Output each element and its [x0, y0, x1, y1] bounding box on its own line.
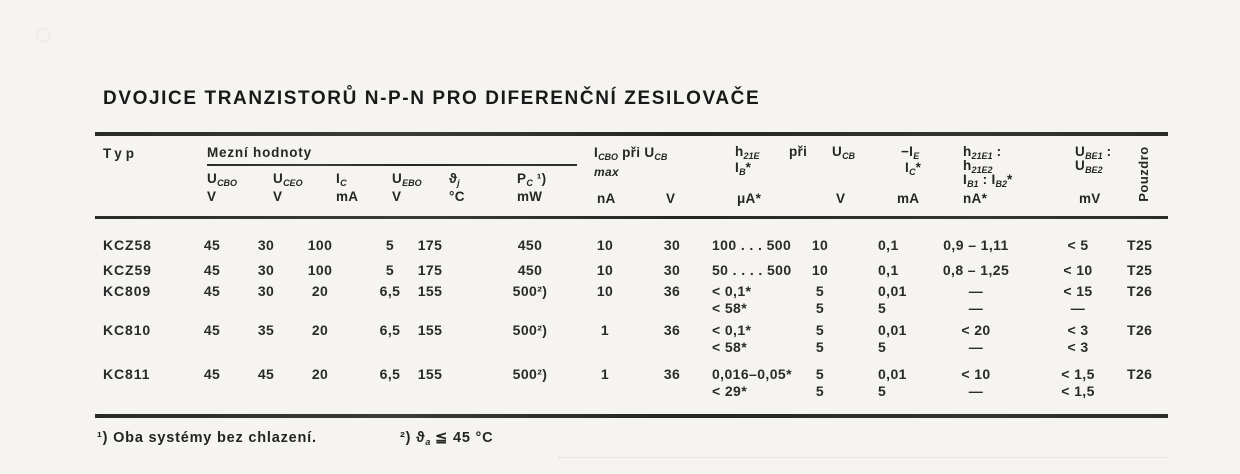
col-header-ie-ic: $I_C*$ — [905, 160, 922, 177]
cell-icbo-na: 1 — [600, 366, 610, 382]
col-header-ic: $I_C$ — [336, 171, 347, 188]
cell-ube: < 5 — [1067, 237, 1089, 253]
table-bottom-rule — [95, 414, 1168, 418]
cell-icbo-v: 36 — [663, 322, 681, 338]
page-title: DVOJICE TRANZISTORŮ N-P-N PRO DIFERENČNÍ ZESILOVAČE — [103, 88, 761, 109]
col-unit-icbo-na: nA — [597, 191, 616, 206]
cell-ucb-v: 10 — [811, 262, 829, 278]
cell-pouzdro: T26 — [1127, 322, 1153, 338]
footnote-1: ¹) Oba systémy bez chlazení. — [97, 430, 317, 446]
cell-pc: 450 — [517, 237, 543, 253]
cell-ic: 100 — [307, 237, 333, 253]
cell-ic: 20 — [311, 366, 329, 382]
col-header-ratio-line1: $h_{21E1}$ : — [963, 144, 1002, 161]
cell-icbo-na: 1 — [600, 322, 610, 338]
cell-ratio-line2: — — [968, 339, 984, 355]
header-bottom-rule — [95, 216, 1168, 219]
cell-ucbo: 45 — [203, 322, 221, 338]
col-unit-h21e-v: V — [836, 191, 846, 206]
cell-ucb-v-line2: 5 — [815, 383, 825, 399]
cell-h21e: 50 . . . . 500 — [712, 262, 792, 278]
cell-ucbo: 45 — [203, 237, 221, 253]
cell-ie-line2: 5 — [878, 339, 887, 355]
cell-icbo-na: 10 — [596, 283, 614, 299]
cell-ucb-v: 5 — [815, 366, 825, 382]
cell-ie: 0,01 — [878, 283, 907, 299]
cell-ie: 0,1 — [878, 237, 899, 253]
cell-h21e: < 0,1* — [712, 283, 752, 299]
cell-uebo: 5 — [385, 262, 395, 278]
mezni-hodnoty-underline — [207, 164, 577, 166]
cell-ube: < 3 — [1067, 322, 1089, 338]
col-unit-pc: mW — [517, 189, 543, 204]
col-unit-uceo: V — [273, 189, 283, 204]
cell-h21e: < 0,1* — [712, 322, 752, 338]
col-header-ucbo: $U_{CBO}$ — [207, 171, 238, 188]
cell-pc: 500²) — [512, 322, 548, 338]
cell-uebo: 6,5 — [379, 283, 401, 299]
cell-ucbo: 45 — [203, 366, 221, 382]
cell-ratio: — — [968, 283, 984, 299]
cell-uebo: 5 — [385, 237, 395, 253]
cell-thetaj: 175 — [417, 262, 443, 278]
col-header-h21e-ib: $I_B*$ — [735, 160, 752, 177]
col-header-h21e-ucb: $U_{CB}$ — [832, 144, 856, 161]
cell-ratio: 0,8 – 1,25 — [942, 262, 1010, 278]
cell-ube: < 15 — [1063, 283, 1093, 299]
footnote-2: ²) $ϑ_a$ ≦ 45 °C — [400, 430, 494, 447]
cell-ie-line2: 5 — [878, 300, 887, 316]
col-unit-uebo: V — [392, 189, 402, 204]
col-header-pc: $P_C$ ¹) — [517, 171, 547, 188]
cell-ie: 0,1 — [878, 262, 899, 278]
cell-ube: < 10 — [1063, 262, 1093, 278]
cell-pouzdro: T26 — [1127, 366, 1153, 382]
col-header-uceo: $U_{CEO}$ — [273, 171, 303, 188]
cell-uceo: 35 — [257, 322, 275, 338]
cell-ucb-v: 5 — [815, 322, 825, 338]
cell-uceo: 45 — [257, 366, 275, 382]
cell-ratio-line2: — — [968, 383, 984, 399]
cell-ucb-v: 10 — [811, 237, 829, 253]
cell-ube-line2: < 1,5 — [1061, 383, 1095, 399]
cell-icbo-v: 36 — [663, 366, 681, 382]
cell-icbo-v: 30 — [663, 262, 681, 278]
cell-pc: 500²) — [512, 283, 548, 299]
col-unit-ratio-na: nA* — [963, 191, 988, 206]
col-unit-ube-mv: mV — [1079, 191, 1101, 206]
col-header-ratio-line2: $h_{21E2}$ — [963, 158, 993, 175]
cell-ucb-v: 5 — [815, 283, 825, 299]
cell-pouzdro: T25 — [1127, 262, 1153, 278]
cell-ucbo: 45 — [203, 262, 221, 278]
cell-icbo-v: 30 — [663, 237, 681, 253]
cell-ic: 20 — [311, 322, 329, 338]
cell-pc: 450 — [517, 262, 543, 278]
col-header-icbo-max: max — [594, 165, 619, 179]
cell-typ: KC809 — [103, 283, 152, 299]
col-unit-ic: mA — [336, 189, 359, 204]
cell-thetaj: 155 — [417, 283, 443, 299]
col-header-ratio-line3: $I_{B1}$ : $I_{B2}*$ — [963, 172, 1013, 189]
cell-ube: < 1,5 — [1061, 366, 1095, 382]
cell-ucb-v-line2: 5 — [815, 300, 825, 316]
cell-uebo: 6,5 — [379, 322, 401, 338]
cell-h21e: 0,016–0,05* — [712, 366, 792, 382]
cell-ube-line2: — — [1070, 300, 1086, 316]
cell-typ: KCZ58 — [103, 237, 152, 253]
table-top-rule — [95, 132, 1168, 136]
cell-h21e: 100 . . . 500 — [712, 237, 792, 253]
cell-ratio: < 20 — [961, 322, 991, 338]
cell-thetaj: 175 — [417, 237, 443, 253]
col-header-h21e-pri: při — [789, 144, 808, 159]
cell-ic: 100 — [307, 262, 333, 278]
cell-h21e-line2: < 58* — [712, 339, 748, 355]
col-header-thetaj: $ϑ_j$ — [449, 171, 460, 188]
scan-artifact-circle — [36, 28, 50, 42]
col-unit-ie-ma: mA — [897, 191, 920, 206]
cell-ie-line2: 5 — [878, 383, 887, 399]
col-header-typ: Typ — [103, 146, 138, 161]
cell-thetaj: 155 — [417, 322, 443, 338]
cell-typ: KCZ59 — [103, 262, 152, 278]
cell-uebo: 6,5 — [379, 366, 401, 382]
col-unit-thetaj: °C — [449, 189, 465, 204]
col-header-ie: $-I_E$ — [901, 144, 920, 161]
cell-icbo-v: 36 — [663, 283, 681, 299]
col-header-icbo: $I_{CBO}$ při $U_{CB}$ — [594, 145, 668, 162]
cell-ucbo: 45 — [203, 283, 221, 299]
col-header-ube-line1: $U_{BE1}$ : — [1075, 144, 1112, 161]
cell-icbo-na: 10 — [596, 237, 614, 253]
col-header-uebo: $U_{EBO}$ — [392, 171, 422, 188]
col-group-mezni-hodnoty: Mezní hodnoty — [207, 145, 312, 160]
cell-h21e-line2: < 58* — [712, 300, 748, 316]
cell-uceo: 30 — [257, 262, 275, 278]
col-header-ube-line2: $U_{BE2}$ — [1075, 158, 1103, 175]
cell-ie: 0,01 — [878, 322, 907, 338]
cell-uceo: 30 — [257, 237, 275, 253]
cell-ie: 0,01 — [878, 366, 907, 382]
cell-pouzdro: T26 — [1127, 283, 1153, 299]
cell-pc: 500²) — [512, 366, 548, 382]
col-unit-icbo-v: V — [666, 191, 676, 206]
col-unit-h21e-ua: μA* — [737, 191, 762, 206]
cell-icbo-na: 10 — [596, 262, 614, 278]
cell-thetaj: 155 — [417, 366, 443, 382]
cell-ic: 20 — [311, 283, 329, 299]
cell-ratio: 0,9 – 1,11 — [943, 237, 1009, 253]
cell-ratio-line2: — — [968, 300, 984, 316]
scan-artifact-dotted-line — [558, 457, 1170, 458]
col-unit-ucbo: V — [207, 189, 217, 204]
cell-ucb-v-line2: 5 — [815, 339, 825, 355]
cell-ratio: < 10 — [961, 366, 991, 382]
cell-pouzdro: T25 — [1127, 237, 1153, 253]
col-header-pouzdro: Pouzdro — [1135, 146, 1151, 202]
cell-ube-line2: < 3 — [1067, 339, 1089, 355]
col-header-h21e: $h_{21E}$ — [735, 144, 760, 161]
cell-typ: KC811 — [103, 366, 151, 382]
cell-h21e-line2: < 29* — [712, 383, 748, 399]
cell-typ: KC810 — [103, 322, 152, 338]
cell-uceo: 30 — [257, 283, 275, 299]
